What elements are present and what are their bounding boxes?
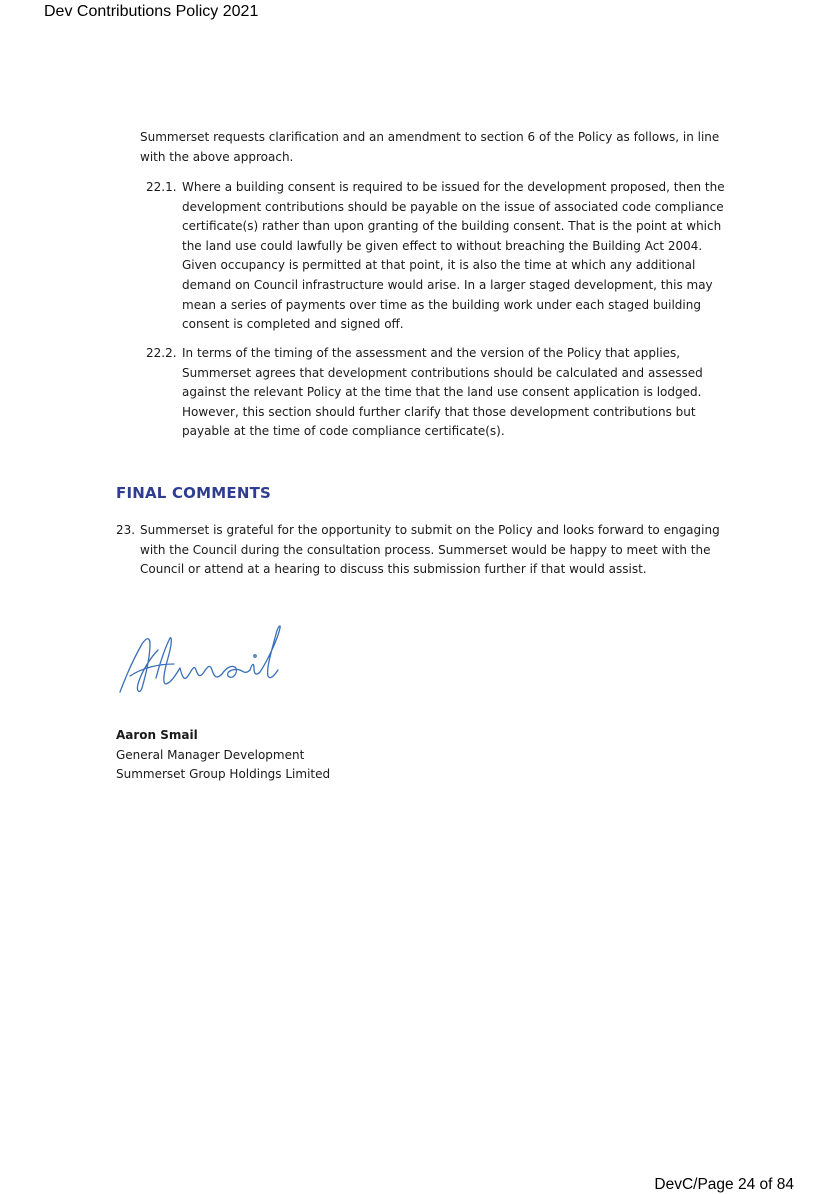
- page-number-footer: DevC/Page 24 of 84: [654, 1176, 794, 1193]
- list-item-number: 23.: [116, 523, 136, 537]
- handwritten-signature: [112, 618, 287, 700]
- signatory-name: Aaron Smail: [116, 728, 198, 742]
- list-item-number: 22.2.: [146, 346, 177, 360]
- signature-block: [116, 726, 330, 785]
- list-item: [116, 521, 730, 580]
- list-item: [140, 344, 730, 442]
- section-heading-final-comments: FINAL COMMENTS: [116, 484, 272, 502]
- intro-paragraph: Summerset requests clarification and an amendment to section 6 of the Policy as follows, in line with the above approach.: [140, 130, 720, 164]
- list-item-text: In terms of the timing of the assessment and the version of the Policy that applies, Summerset agrees that development contributions should be calculated and assessed against the relevant Policy at the time that the land use consent application is lodged. However, this section should further clarify that those development contributions but payable at the time of code compliance certificate(s).: [182, 346, 703, 439]
- signatory-title: General Manager Development: [116, 747, 305, 762]
- list-item-text: Where a building consent is required to be issued for the development proposed, then the development contributions should be payable on the issue of associated code compliance certificate(s) rather than upon granting of the building consent. That is the point at which the land use could lawfully be given effect to without breaching the Building Act 2004. Given occupancy is permitted at that point, it is also the time at which any additional demand on Council infrastructure would arise. In a larger staged development, this may mean a series of payments over time as the building work under each staged building consent is completed and signed off.: [182, 180, 725, 332]
- list-item-number: 22.1.: [146, 180, 177, 194]
- signatory-company: Summerset Group Holdings Limited: [116, 767, 331, 782]
- document-header-title: Dev Contributions Policy 2021: [44, 3, 259, 20]
- list-item: [140, 178, 730, 335]
- list-item-text: Summerset is grateful for the opportunity to submit on the Policy and looks forward to engaging with the Council during the consultation process. Summerset would be happy to meet with the Council or attend at a hearing to discuss this submission further if that would assist.: [140, 523, 720, 577]
